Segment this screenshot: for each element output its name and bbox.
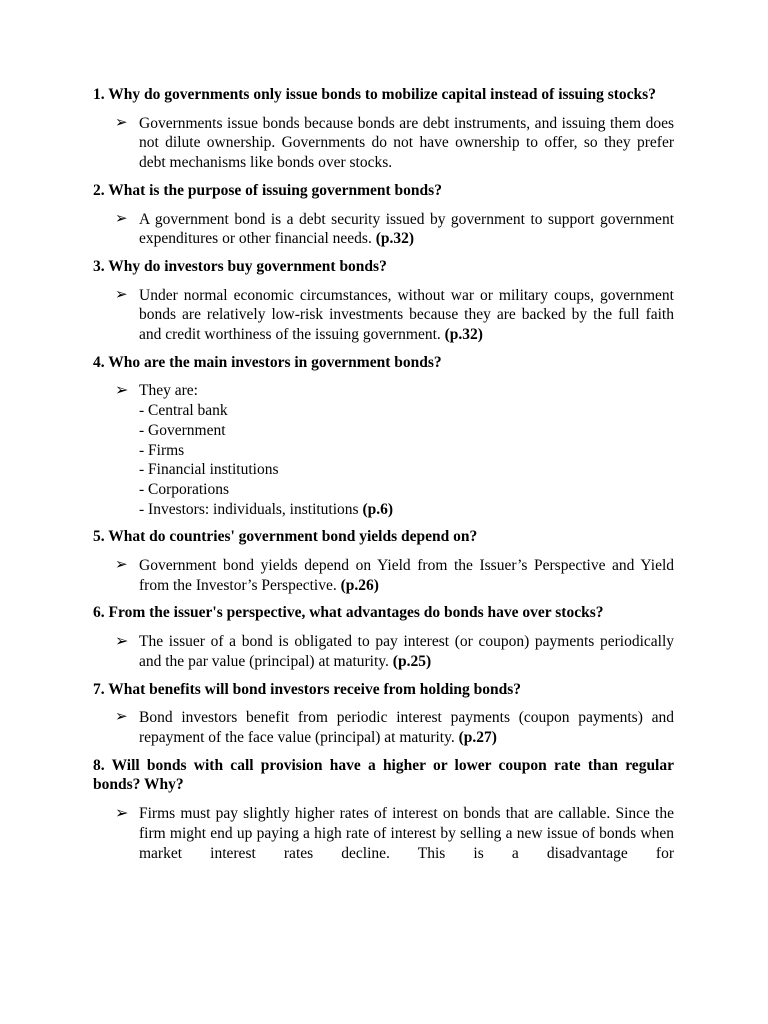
answer-6-text: The issuer of a bond is obligated to pay interest (or coupon) payments periodically and the par value (principal) at maturity. bbox=[139, 633, 674, 670]
question-3: 3. Why do investors buy government bonds? bbox=[93, 257, 387, 275]
arrow-bullet-icon: ➢ bbox=[115, 210, 128, 227]
page-reference: (p.32) bbox=[444, 326, 483, 344]
question-7: 7. What benefits will bond investors receive from holding bonds? bbox=[93, 680, 522, 698]
question-5: 5. What do countries' government bond yields depend on? bbox=[93, 528, 478, 546]
arrow-bullet-icon: ➢ bbox=[115, 114, 128, 131]
answer-4 bbox=[93, 381, 674, 519]
list-item: - Firms bbox=[139, 441, 185, 459]
answer-6 bbox=[93, 632, 674, 671]
arrow-bullet-icon: ➢ bbox=[115, 557, 128, 574]
page-reference: (p.6) bbox=[362, 500, 394, 518]
answer-8 bbox=[93, 804, 674, 863]
answer-1 bbox=[93, 114, 674, 173]
answer-8-text: Firms must pay slightly higher rates of interest on bonds that are callable. Since the firm might end up paying a high rate of interest by selling a new issue of bonds when market interest rates decline. This is a disadvantage for bbox=[139, 805, 674, 862]
answer-5-text: Government bond yields depend on Yield from the Issuer’s Perspective and Yield from the Investor’s Perspective. bbox=[139, 557, 674, 594]
question-8: 8. Will bonds with call provision have a higher or lower coupon rate than regular bonds? Why? bbox=[93, 756, 674, 794]
list-item-text: - Investors: individuals, institutions bbox=[139, 500, 359, 518]
arrow-bullet-icon: ➢ bbox=[115, 382, 129, 400]
arrow-bullet-icon: ➢ bbox=[115, 805, 129, 823]
arrow-bullet-icon: ➢ bbox=[115, 633, 129, 651]
list-item-last bbox=[139, 500, 674, 520]
answer-2 bbox=[93, 210, 674, 249]
page-reference: (p.27) bbox=[458, 728, 497, 746]
question-1: 1. Why do governments only issue bonds to mobilize capital instead of issuing stocks? bbox=[93, 86, 656, 103]
list-item: - Corporations bbox=[139, 480, 229, 498]
answer-3 bbox=[93, 286, 674, 345]
page-reference: (p.26) bbox=[340, 576, 379, 594]
page-reference: (p.25) bbox=[392, 652, 432, 670]
answer-7-text: Bond investors benefit from periodic interest payments (coupon payments) and repayment of the face value (principal) at maturity. bbox=[139, 709, 674, 746]
arrow-bullet-icon: ➢ bbox=[115, 286, 128, 303]
answer-7 bbox=[93, 708, 674, 747]
question-2: 2. What is the purpose of issuing government bonds? bbox=[93, 181, 442, 199]
document-page bbox=[93, 85, 674, 871]
answer-3-text: Under normal economic circumstances, without war or military coups, government bonds are relatively low-risk investments because they are backed by the full faith and credit worthiness of the issuing government. bbox=[139, 286, 674, 344]
answer-4-intro: They are: bbox=[139, 382, 198, 400]
list-item: - Government bbox=[139, 421, 226, 439]
page-reference: (p.32) bbox=[375, 230, 415, 248]
arrow-bullet-icon: ➢ bbox=[115, 709, 128, 726]
list-item: - Central bank bbox=[139, 402, 228, 420]
question-4: 4. Who are the main investors in government bonds? bbox=[93, 353, 442, 371]
answer-2-text: A government bond is a debt security issued by government to support government expenditures or other financial needs. bbox=[139, 210, 674, 248]
question-6: 6. From the issuer's perspective, what advantages do bonds have over stocks? bbox=[93, 604, 604, 622]
list-item: - Financial institutions bbox=[139, 461, 279, 479]
answer-1-text: Governments issue bonds because bonds are debt instruments, and issuing them does not dilute ownership. Governments do not have ownership to offer, so they prefer debt mechanisms like bonds over stocks. bbox=[139, 114, 674, 172]
answer-5 bbox=[93, 556, 674, 595]
